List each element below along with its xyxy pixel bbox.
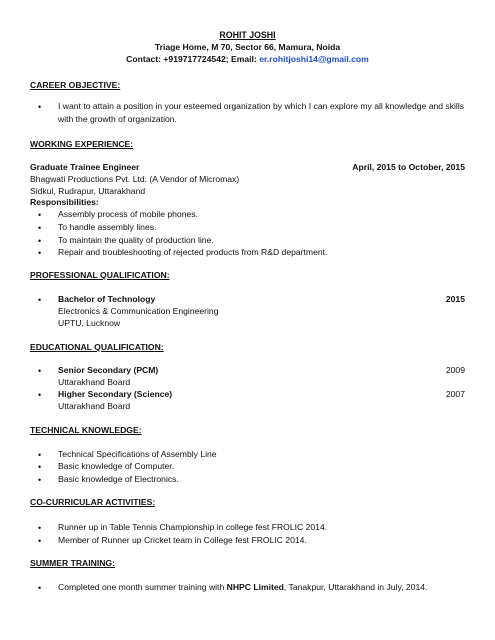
degree-university: UPTU, Lucknow — [58, 318, 121, 328]
job-title: Graduate Trainee Engineer — [30, 162, 140, 172]
summer-training-org: NHPC Limited — [226, 582, 284, 592]
job-company: Bhagwati Productions Pvt. Ltd. (A Vendor of Micromax) — [30, 174, 240, 184]
summer-training-prefix: Completed one month summer training with — [58, 582, 227, 592]
bullet-icon: • — [38, 236, 42, 246]
list-item: Runner up in Table Tennis Championship in college fest FROLIC 2014. — [58, 522, 328, 532]
career-objective-heading: CAREER OBJECTIVE: — [30, 80, 121, 90]
educational-qualification-heading: EDUCATIONAL QUALIFICATION: — [30, 342, 164, 352]
education-title: Senior Secondary (PCM) — [58, 365, 159, 375]
list-item: Assembly process of mobile phones. — [58, 209, 198, 219]
degree-branch: Electronics & Communication Engineering — [58, 306, 219, 316]
list-item: To handle assembly lines. — [58, 222, 157, 232]
list-item: Member of Runner up Cricket team in College fest FROLIC 2014. — [58, 535, 307, 545]
bullet-icon: • — [38, 248, 42, 258]
bullet-icon: • — [38, 536, 42, 546]
co-curricular-heading: CO-CURRICULAR ACTIVITIES: — [30, 497, 156, 507]
working-experience-heading: WORKING EXPERIENCE: — [30, 139, 134, 149]
summer-training-text — [58, 582, 427, 592]
job-dates: April, 2015 to October, 2015 — [352, 162, 465, 172]
summer-training-suffix: , Tanakpur, Uttarakhand in July, 2014. — [283, 582, 428, 592]
technical-knowledge-heading: TECHNICAL KNOWLEDGE: — [30, 425, 142, 435]
bullet-icon: • — [38, 223, 42, 233]
bullet-icon: • — [38, 390, 42, 400]
list-item: Basic knowledge of Computer. — [58, 461, 175, 471]
contact-line — [0, 54, 495, 64]
email-link[interactable]: er.rohitjoshi14@gmail.com — [259, 54, 369, 64]
education-year: 2009 — [445, 365, 465, 375]
bullet-icon: • — [38, 462, 42, 472]
bullet-icon: • — [38, 583, 42, 593]
bullet-icon: • — [38, 450, 42, 460]
list-item: To maintain the quality of production line. — [58, 235, 214, 245]
candidate-address: Triage Home, M 70, Sector 66, Mamura, Noida — [154, 42, 341, 52]
education-board: Uttarakhand Board — [58, 401, 131, 411]
education-board: Uttarakhand Board — [58, 377, 131, 387]
bullet-icon: • — [38, 102, 42, 112]
degree-year: 2015 — [445, 294, 465, 304]
contact-phone: Contact: +919717724542; Email: — [126, 54, 260, 64]
summer-training-heading: SUMMER TRAINING: — [30, 558, 115, 568]
bullet-icon: • — [38, 366, 42, 376]
bullet-icon: • — [38, 295, 42, 305]
professional-qualification-heading: PROFESSIONAL QUALIFICATION: — [30, 270, 170, 280]
bullet-icon: • — [38, 210, 42, 220]
list-item: Technical Specifications of Assembly Line — [58, 449, 217, 459]
bullet-icon: • — [38, 475, 42, 485]
responsibilities-label: Responsibilities: — [30, 197, 99, 207]
career-objective-text: I want to attain a position in your esteemed organization by which I can explore my all knowledge and skills with the growth of organization. — [58, 101, 465, 124]
candidate-name: ROHIT JOSHI — [219, 30, 276, 40]
education-year: 2007 — [445, 389, 465, 399]
degree-title: Bachelor of Technology — [58, 294, 156, 304]
bullet-icon: • — [38, 523, 42, 533]
education-title: Higher Secondary (Science) — [58, 389, 173, 399]
list-item: Basic knowledge of Electronics. — [58, 474, 179, 484]
list-item: Repair and troubleshooting of rejected products from R&D department. — [58, 247, 328, 257]
job-location: Sidkul, Rudrapur, Uttarakhand — [30, 186, 146, 196]
